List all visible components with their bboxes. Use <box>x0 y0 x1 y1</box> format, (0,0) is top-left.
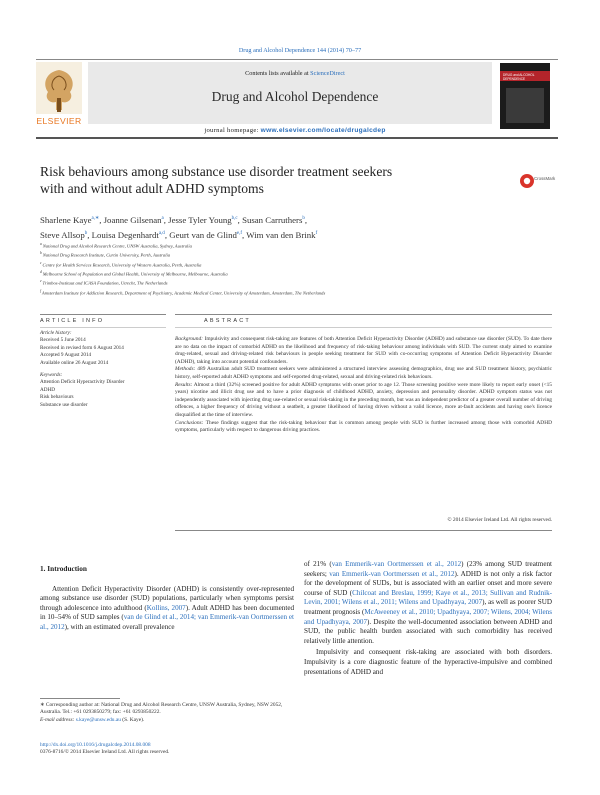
abstract-methods: 489 Australian adult SUD treatment seekers were administered a structured interview assessing demographics, drug use and SUD treatment history, psychiatric history, self-reported adult ADHD symptoms and self-reported drug-related, sexual and driving-related risk behaviours. <box>175 366 552 380</box>
ref-van-emmerik-2012-b[interactable]: van Emmerik-van Oortmerssen et al., 2012 <box>329 569 455 578</box>
author-list <box>40 212 510 242</box>
keyword-item: ADHD <box>40 386 55 393</box>
ref-van-emmerik-2012-a[interactable]: van Emmerik-van Oortmerssen et al., 2012 <box>331 560 462 568</box>
doi-link[interactable]: http://dx.doi.org/10.1016/j.drugalcdep.2014.08.008 <box>40 742 151 748</box>
crossmark-badge[interactable] <box>520 172 552 192</box>
intro-paragraph-2: Impulsivity and consequent risk-taking are associated with both disorders. Impulsivity is a core diagnostic feature of the hyperactive-impulsive and combined presentations of ADHD and <box>304 648 552 676</box>
author-separator: , <box>237 214 243 225</box>
author-name[interactable]: Wim van den Brink <box>246 229 316 240</box>
homepage-link[interactable]: www.elsevier.com/locate/drugalcdep <box>260 127 386 134</box>
author-name[interactable]: Steve Allsop <box>40 229 85 240</box>
cover-image <box>506 88 544 123</box>
footnote-rule <box>40 698 120 699</box>
author-affiliation-marker[interactable]: b <box>84 230 88 236</box>
author-name[interactable]: Geurt van de Glind <box>169 229 237 240</box>
history-label: Article history: <box>40 330 72 336</box>
author-name[interactable]: Sharlene Kaye <box>40 214 92 225</box>
history-list <box>40 337 170 367</box>
crossmark-label: CrossMark <box>534 176 556 181</box>
intro-paragraph-1-continued: of 21% (van Emmerik-van Oortmerssen et al., 2012) (23% among SUD treatment seekers; van Emmerik-van Oortmerssen et al., 2012). ADHD is not only a risk factor for the development of SUDs, but is associated with an earlier onset and more severe course of SUD (Chilcoat and Breslau, 1999; Kaye et al., 2013; Sullivan and Rudnik-Levin, 2001; Wilens et al., 2011; Wilens and Upadhyaya, 2007), as well as poorer SUD treatment prognosis (McAweeney et al., 2010; Upadhyaya, 2007; Wilens, 2004; Wilens and Upadhyaya, 2007). Despite the well-documented association between ADHD and SUD, the public health burden associated with such comorbidity has received relatively little attention. <box>304 560 552 645</box>
abstract-methods-label: Methods: <box>175 366 196 373</box>
journal-homepage: journal homepage: www.elsevier.com/locate/drugalcdep <box>204 127 386 134</box>
contents-line: Contents lists available at ScienceDirect <box>245 70 345 77</box>
author-separator: , <box>164 229 170 240</box>
author-affiliation-marker[interactable]: b <box>302 216 305 221</box>
author-affiliation-marker[interactable]: a,d <box>158 230 165 236</box>
keyword-item: Substance use disorder <box>40 401 88 408</box>
ref-chilcoat-1999[interactable]: Chilcoat and Breslau, 1999; Kaye et al., 2013; Sullivan and Rudnik-Levin, 2001; Wilens et al., 2011; Wilens and Upadhyaya, 2007 <box>304 588 552 607</box>
affiliation-item: $^e$ Trimbos-Instituut and ICASA Foundation, Utrecht, The Netherlands <box>40 279 168 286</box>
abstract-results: Almost a third (32%) screened positive for adult ADHD symptoms with onset prior to age 12. Those screening positive were more likely to report early onset (<15 years) nicotine and illicit drug use and to have a prior diagnosis of childhood ADHD, anxiety, depression and personality disorder. ADHD symptom status was not independently associated with injecting drug use-related or sexual risk-taking in the preceding month, but was an independent predictor of a greater overall number of driving offences, a higher frequency of driving without a seatbelt, a greater likelihood of having driven without a valid licence, more at-fault accidents and having one's licence disqualified at the time of interview. <box>175 381 552 418</box>
author-separator: , <box>304 214 308 225</box>
history-item: Received in revised form 6 August 2014 <box>40 344 124 351</box>
article-info <box>40 330 170 409</box>
affiliation-item: $^f$ Amsterdam Institute for Addiction Research, Department of Psychiatry, Academic Medical Center, University of Amsterdam, Amsterdam, The Netherlands <box>40 288 326 296</box>
author-affiliation-marker[interactable]: e,f <box>236 230 243 236</box>
publisher-name: ELSEVIER <box>36 116 82 126</box>
author-affiliation-marker[interactable]: a <box>161 216 164 221</box>
doi-block <box>40 742 294 757</box>
abstract-background-label: Background: <box>175 336 203 342</box>
abstract-conclusions: These findings suggest that the risk-taking behaviour that is common among people with SUD is further increased among those with comorbid ADHD symptoms, particularly with respect to dangerous driving practices. <box>175 419 552 434</box>
author-affiliation-marker[interactable]: a,∗ <box>91 216 100 221</box>
ref-kollins-2007[interactable]: Kollins, 2007 <box>146 603 186 612</box>
history-item: Received 5 June 2014 <box>40 337 86 344</box>
affiliation-item: $^c$ Centre for Health Services Research, University of Western Australia, Perth, Australia <box>40 260 202 268</box>
abstract-rule-bottom <box>175 530 552 531</box>
ref-mcaweeney-2010[interactable]: McAweeney et al., 2010; Upadhyaya, 2007; Wilens, 2004; Wilens and Upadhyaya, 2007 <box>304 607 552 626</box>
author-separator: , <box>87 229 92 240</box>
article-info-heading: ARTICLE INFO <box>40 318 105 324</box>
info-rule-2 <box>40 327 166 328</box>
affiliation-list <box>40 241 550 297</box>
keywords-list <box>40 379 170 409</box>
header-rule-top <box>36 59 558 60</box>
author-name[interactable]: Susan Carruthers <box>242 214 303 225</box>
email-label: E-mail address: <box>40 716 76 723</box>
email-link[interactable]: s.kaye@unsw.edu.au <box>75 716 121 723</box>
affiliation-item: $^a$ National Drug and Alcohol Research Centre, UNSW Australia, Sydney, Australia <box>40 242 192 249</box>
abstract-conclusions-label: Conclusions: <box>175 419 204 426</box>
corresponding-author-footnote <box>40 702 294 724</box>
elsevier-tree-logo <box>36 62 82 124</box>
author-name[interactable]: Louisa Degenhardt <box>91 229 159 240</box>
ref-van-de-glind-2014[interactable]: van de Glind et al., 2014; van Emmerik-van Oortmerssen et al., 2012 <box>40 613 294 631</box>
body-left-column <box>40 564 294 633</box>
author-separator: , <box>242 229 247 240</box>
author-affiliation-marker[interactable]: f <box>315 230 318 236</box>
abstract-rule <box>175 314 552 315</box>
abstract-heading: ABSTRACT <box>204 318 251 324</box>
keyword-item: Risk behaviours <box>40 394 74 401</box>
body-right-column <box>304 560 552 677</box>
sciencedirect-link[interactable]: ScienceDirect <box>310 70 345 77</box>
author-name[interactable]: Joanne Gilsenan <box>103 214 162 225</box>
history-item: Available online 26 August 2014 <box>40 359 109 366</box>
affiliation-item: $^d$ Melbourne School of Population and Global Health, University of Melbourne, Melbourne, Australia <box>40 269 228 277</box>
article-title-line-1: Risk behaviours among substance use disorder treatment seekers <box>40 164 393 179</box>
abstract-background: Impulsivity and consequent risk-taking are features of both Attention Deficit Hyperactivity Disorder (ADHD) and substance use disorder (SUD). To date there are no data on the impact of comorbid ADHD on the likelihood and frequency of risk-taking behaviour among individuals with SUD. The current study aimed to examine drug-related, sexual and driving-related risk behaviours in people seeking treatment for SUD with co-occurring symptoms of Attention Deficit Hyperactivity Disorder (ADHD), taking into account potential confounders. <box>175 336 552 365</box>
header-rule-bottom <box>36 137 558 139</box>
history-item: Accepted 9 August 2014 <box>40 352 92 359</box>
section-heading-introduction: 1. Introduction <box>40 564 87 573</box>
cover-title: DRUG and ALCOHOL DEPENDENCE <box>503 73 535 81</box>
affiliation-item: $^b$ National Drug Research Institute, Curtin University, Perth, Australia <box>40 251 171 258</box>
issn-line: 0376-8716/© 2014 Elsevier Ireland Ltd. All rights reserved. <box>40 749 170 756</box>
abstract-rule-2 <box>175 327 552 328</box>
info-rule <box>40 314 166 315</box>
author-separator: , <box>99 214 104 225</box>
intro-paragraph-1: Attention Deficit Hyperactivity Disorder (ADHD) is consistently over-represented among substance use disorder (SUD) populations, particularly when symptoms persist through adolescence into adulthood (Kollins, 2007). Adult ADHD has been documented in 10–54% of SUD samples (van de Glind et al., 2014; van Emmerik-van Oortmerssen et al., 2012), with an estimated overall prevalence <box>40 584 295 631</box>
author-separator: , <box>163 214 169 225</box>
email-suffix: (S. Kaye). <box>120 716 145 723</box>
author-affiliation-marker[interactable]: b,c <box>231 216 238 221</box>
journal-title: Drug and Alcohol Dependence <box>211 89 379 104</box>
keywords-label: Keywords: <box>40 372 63 379</box>
footnote-text: ∗ Corresponding author at: National Drug and Alcohol Research Centre, UNSW Australia, Sydney, NSW 2052, Australia. Tel.: +61 0293850279; fax: +61 0293850222. <box>40 702 283 716</box>
abstract-results-label: Results: <box>175 381 193 388</box>
journal-cover-thumbnail <box>500 63 550 129</box>
article-title <box>40 163 460 197</box>
author-name[interactable]: Jesse Tyler Young <box>168 214 232 225</box>
keyword-item: Attention Deficit Hyperactivity Disorder <box>40 379 125 386</box>
article-title-line-2: with and without adult ADHD symptoms <box>40 181 264 196</box>
abstract-text <box>175 336 552 435</box>
copyright-notice: © 2014 Elsevier Ireland Ltd. All rights reserved. <box>447 517 552 523</box>
journal-citation[interactable]: Drug and Alcohol Dependence 144 (2014) 70–77 <box>238 47 362 54</box>
